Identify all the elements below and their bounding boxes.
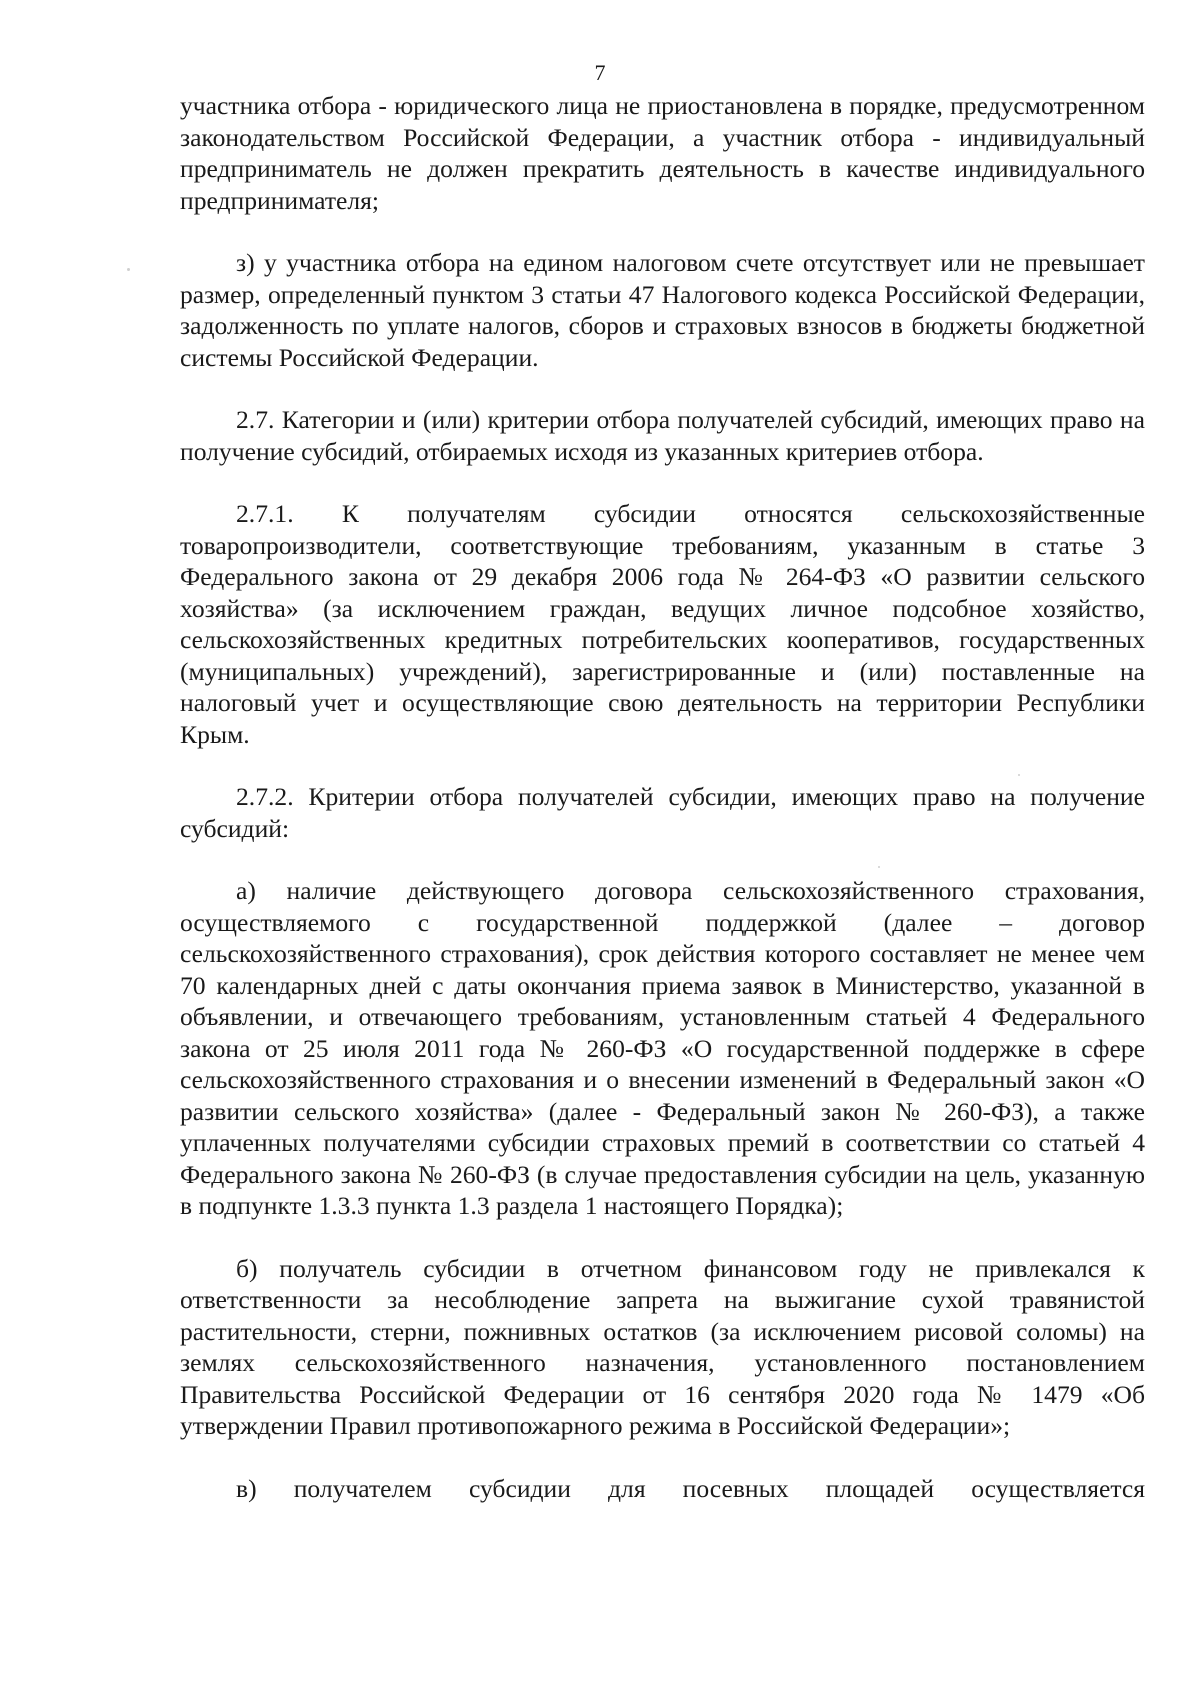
document-body: [180, 90, 1145, 1504]
paragraph-item-a: а) наличие действующего договора сельскохозяйственного страхования, осуществляемого с государственной поддержкой (далее – договор сельскохозяйственного страхования), срок действия которого составляет не менее чем 70 календарных дней с даты окончания приема заявок в Министерство, указанной в объявлении, и отвечающего требованиям, установленным статьей 4 Федерального закона от 25 июля 2011 года № 260-ФЗ «О государственной поддержке в сфере сельскохозяйственного страхования и о внесении изменений в Федеральный закон «О развитии сельского хозяйства» (далее - Федеральный закон № 260-ФЗ), а также уплаченных получателями субсидии страховых премий в соответствии со статьей 4 Федерального закона № 260-ФЗ (в случае предоставления субсидии на цель, указанную в подпункте 1.3.3 пункта 1.3 раздела 1 настоящего Порядка);: [180, 876, 1145, 1220]
paragraph-2-7-2: 2.7.2. Критерии отбора получателей субсидии, имеющих право на получение субсидий:: [180, 782, 1145, 843]
paragraph-item-z: з) у участника отбора на едином налоговом счете отсутствует или не превышает размер, определенный пунктом 3 статьи 47 Налогового кодекса Российской Федерации, задолженность по уплате налогов, сборов и страховых взносов в бюджеты бюджетной системы Российской Федерации.: [180, 248, 1145, 372]
paragraph-2-7: 2.7. Категории и (или) критерии отбора получателей субсидий, имеющих право на получение субсидий, отбираемых исходя из указанных критериев отбора.: [180, 405, 1145, 466]
paragraph-2-7-1: 2.7.1. К получателям субсидии относятся сельскохозяйственные товаропроизводители, соответствующие требованиям, указанным в статье 3 Федерального закона от 29 декабря 2006 года № 264-ФЗ «О развитии сельского хозяйства» (за исключением граждан, ведущих личное подсобное хозяйство, сельскохозяйственных кредитных потребительских кооперативов, государственных (муниципальных) учреждений), зарегистрированные и (или) поставленные на налоговый учет и осуществляющие свою деятельность на территории Республики Крым.: [180, 499, 1145, 749]
scan-speck: [878, 866, 880, 868]
paragraph-item-b: б) получатель субсидии в отчетном финансовом году не привлекался к ответственности за несоблюдение запрета на выжигание сухой травянистой растительности, стерни, пожнивных остатков (за исключением рисовой соломы) на землях сельскохозяйственного назначения, установленного постановлением Правительства Российской Федерации от 16 сентября 2020 года № 1479 «Об утверждении Правил противопожарного режима в Российской Федерации»;: [180, 1253, 1145, 1440]
page-number: 7: [594, 60, 606, 85]
paragraph-continuation: участника отбора - юридического лица не приостановлена в порядке, предусмотренном законодательством Российской Федерации, а участник отбора - индивидуальный предприниматель не должен прекратить деятельность в качестве индивидуального предпринимателя;: [180, 91, 1145, 215]
scan-speck: [127, 268, 130, 271]
scan-speck: [1018, 774, 1020, 776]
paragraph-item-v: в) получателем субсидии для посевных площадей осуществляется: [236, 1473, 1145, 1503]
